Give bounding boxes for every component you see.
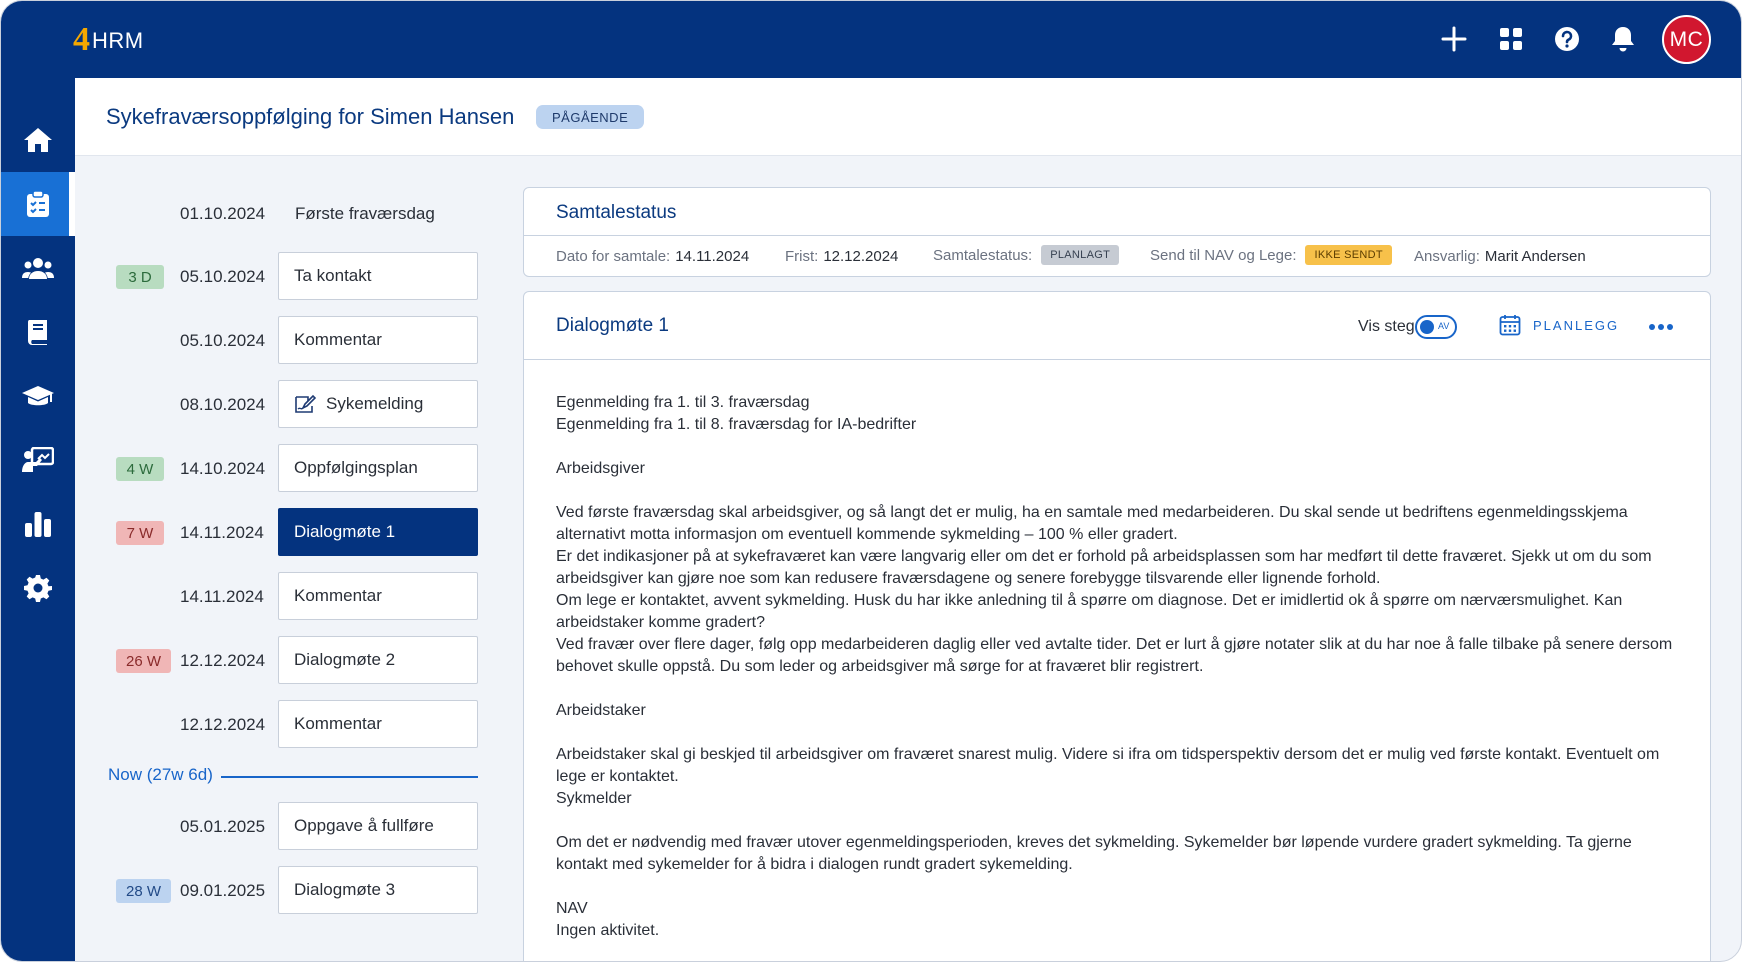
send-status-badge: IKKE SENDT <box>1305 245 1391 265</box>
timeline-item <box>1 380 501 428</box>
apps-grid-icon[interactable] <box>1492 20 1530 58</box>
timeline-date: 14.10.2024 <box>180 459 266 478</box>
sidebar-item-home[interactable] <box>1 108 75 172</box>
timeline-item <box>1 508 501 556</box>
timeline-date: 05.10.2024 <box>180 331 266 350</box>
timeline-label: Sykemelding <box>326 394 424 413</box>
timeline-date: 08.10.2024 <box>180 395 266 414</box>
plan-label: PLANLEGG <box>1533 317 1620 333</box>
now-marker <box>108 765 478 787</box>
calendar-icon <box>1499 314 1521 336</box>
guidance-text <box>556 392 1676 942</box>
timeline-item <box>1 444 501 492</box>
text-paragraph: Er det indikasjoner på at sykefraværet kan være langvarig eller om det er forhold på arbeidsplassen som har medført til dette fraværet. Sjekk ut om du som arbeidsgiver kan gjøre noe som kan redusere fraværsdagene og senere forebygge tilsvarende eller lignende forhold. <box>556 548 1652 587</box>
now-line <box>221 776 478 778</box>
timeline-item <box>1 866 501 914</box>
send-to-nav-label: Send til NAV og Lege: <box>1150 246 1297 264</box>
timeline-step-button[interactable]: Ta kontakt <box>278 252 478 300</box>
card-header <box>524 188 1710 236</box>
conversation-status-label: Samtalestatus: <box>933 246 1033 264</box>
timeline-date: 14.11.2024 <box>180 587 264 606</box>
text-line: Egenmelding fra 1. til 3. fraværsdag <box>556 394 810 411</box>
help-icon[interactable] <box>1548 20 1586 58</box>
conversation-status-card <box>523 187 1711 277</box>
status-badge: PLANLAGT <box>1041 245 1119 265</box>
logo-text: HRM <box>92 28 144 53</box>
week-badge: 28 W <box>116 879 171 903</box>
week-badge: 4 W <box>116 457 164 481</box>
deadline-label: Frist: <box>785 248 819 265</box>
timeline-item <box>1 252 501 300</box>
timeline-step-button[interactable]: Dialogmøte 2 <box>278 636 478 684</box>
timeline-step-button[interactable]: Oppfølgingsplan <box>278 444 478 492</box>
text-paragraph: Om det er nødvendig med fravær utover egenmeldingsperioden, kreves det sykmelding. Sykemelder bør løpende vurdere gradert sykmelding. Ta gjerne kontakt med sykemelder for å bidra i dialogen rundt gradert sykemelding. <box>556 834 1632 873</box>
text-paragraph: Arbeidstaker skal gi beskjed til arbeidsgiver om fraværet snarest mulig. Videre si ifra om tidsperspektiv dersom det er mulig ved første kontakt. Eventuelt om lege er kontaktet. <box>556 746 1660 785</box>
text-paragraph: Om lege er kontaktet, avvent sykmelding. Husk du har ikke anledning til å spørre om diagnose. Det er imidlertid ok å spørre om nærværsmulighet. Kan arbeidstaker komme gradert? <box>556 592 1623 631</box>
timeline-date: 12.12.2024 <box>180 715 266 734</box>
responsible-value: Marit Andersen <box>1484 248 1586 265</box>
text-paragraph: Ved første fraværsdag skal arbeidsgiver, og så langt det er mulig, ha en samtale med medarbeideren. Du skal sende ut bedriftens egenmeldingsskjema alternativt motta informasjon om eventuell kommende sykmelding – 100 % eller gradert. <box>556 504 1628 543</box>
home-icon <box>23 126 53 154</box>
show-steps-toggle[interactable] <box>1415 315 1457 339</box>
timeline-date: 12.12.2024 <box>180 651 266 670</box>
timeline-item <box>1 189 501 237</box>
section-heading: Arbeidstaker <box>556 702 646 719</box>
timeline-step-button[interactable] <box>278 380 478 428</box>
timeline-date: 05.01.2025 <box>180 817 266 836</box>
top-bar <box>1 1 1742 78</box>
timeline-step-button[interactable]: Dialogmøte 3 <box>278 866 478 914</box>
card-header <box>524 292 1710 360</box>
deadline-value: 12.12.2024 <box>823 248 899 265</box>
dialog-meeting-card <box>523 291 1711 962</box>
timeline-item <box>1 700 501 748</box>
logo-number: 4 <box>73 21 90 58</box>
text-line: Egenmelding fra 1. til 8. fraværsdag for IA-bedrifter <box>556 416 917 433</box>
timeline-item <box>1 802 501 850</box>
week-badge: 26 W <box>116 649 171 673</box>
card-title: Dialogmøte 1 <box>556 315 669 336</box>
toggle-state: AV <box>1438 321 1450 331</box>
timeline-step-button[interactable]: Kommentar <box>278 700 478 748</box>
responsible <box>1414 248 1586 265</box>
toggle-knob <box>1420 320 1434 334</box>
page-title: Sykefraværsoppfølging for Simen Hansen <box>106 104 515 129</box>
timeline-date: 05.10.2024 <box>180 267 266 286</box>
meeting-date-value: 14.11.2024 <box>675 248 750 265</box>
more-options-icon[interactable] <box>1648 320 1674 334</box>
timeline-label: Første fraværsdag <box>295 204 435 223</box>
show-steps-label: Vis steg <box>1358 318 1415 335</box>
plan-button[interactable] <box>1499 314 1619 336</box>
conversation-status <box>933 245 1119 265</box>
text-line: Ingen aktivitet. <box>556 922 660 939</box>
timeline-date: 01.10.2024 <box>180 204 266 223</box>
meeting-date-label: Dato for samtale: <box>556 248 671 265</box>
section-heading: NAV <box>556 900 588 917</box>
deadline <box>785 248 898 265</box>
logo[interactable] <box>73 21 144 57</box>
card-title: Samtalestatus <box>556 202 677 223</box>
page-header <box>75 78 1742 156</box>
bell-icon[interactable] <box>1604 20 1642 58</box>
meeting-date <box>556 248 749 265</box>
avatar[interactable]: MC <box>1662 15 1711 64</box>
responsible-label: Ansvarlig: <box>1414 248 1480 265</box>
timeline-date: 09.01.2025 <box>180 881 266 900</box>
timeline-step-button[interactable]: Oppgave å fullføre <box>278 802 478 850</box>
timeline-step-button[interactable]: Kommentar <box>278 316 478 364</box>
signature-icon <box>294 394 316 414</box>
now-label: Now (27w 6d) <box>108 765 213 784</box>
timeline-step-button[interactable]: Kommentar <box>278 572 478 620</box>
week-badge: 3 D <box>116 265 164 289</box>
section-heading: Arbeidsgiver <box>556 460 645 477</box>
timeline-item <box>1 636 501 684</box>
section-heading: Sykmelder <box>556 790 632 807</box>
status-badge: PÅGÅENDE <box>536 105 644 129</box>
week-badge: 7 W <box>116 521 164 545</box>
plus-icon[interactable] <box>1435 20 1473 58</box>
timeline-step-button-active[interactable]: Dialogmøte 1 <box>278 508 478 556</box>
timeline-date: 14.11.2024 <box>180 523 264 542</box>
text-paragraph: Ved fravær over flere dager, følg opp medarbeideren daglig eller ved avtalte tider. Det er lurt å gjøre notater slik at du har noe å falle tilbake på senere dersom behovet skulle oppstå. Du som leder og arbeidsgiver må sørge for at fraværet blir registrert. <box>556 636 1673 675</box>
send-to-nav <box>1150 245 1392 265</box>
timeline-item <box>1 316 501 364</box>
timeline-item <box>1 572 501 620</box>
